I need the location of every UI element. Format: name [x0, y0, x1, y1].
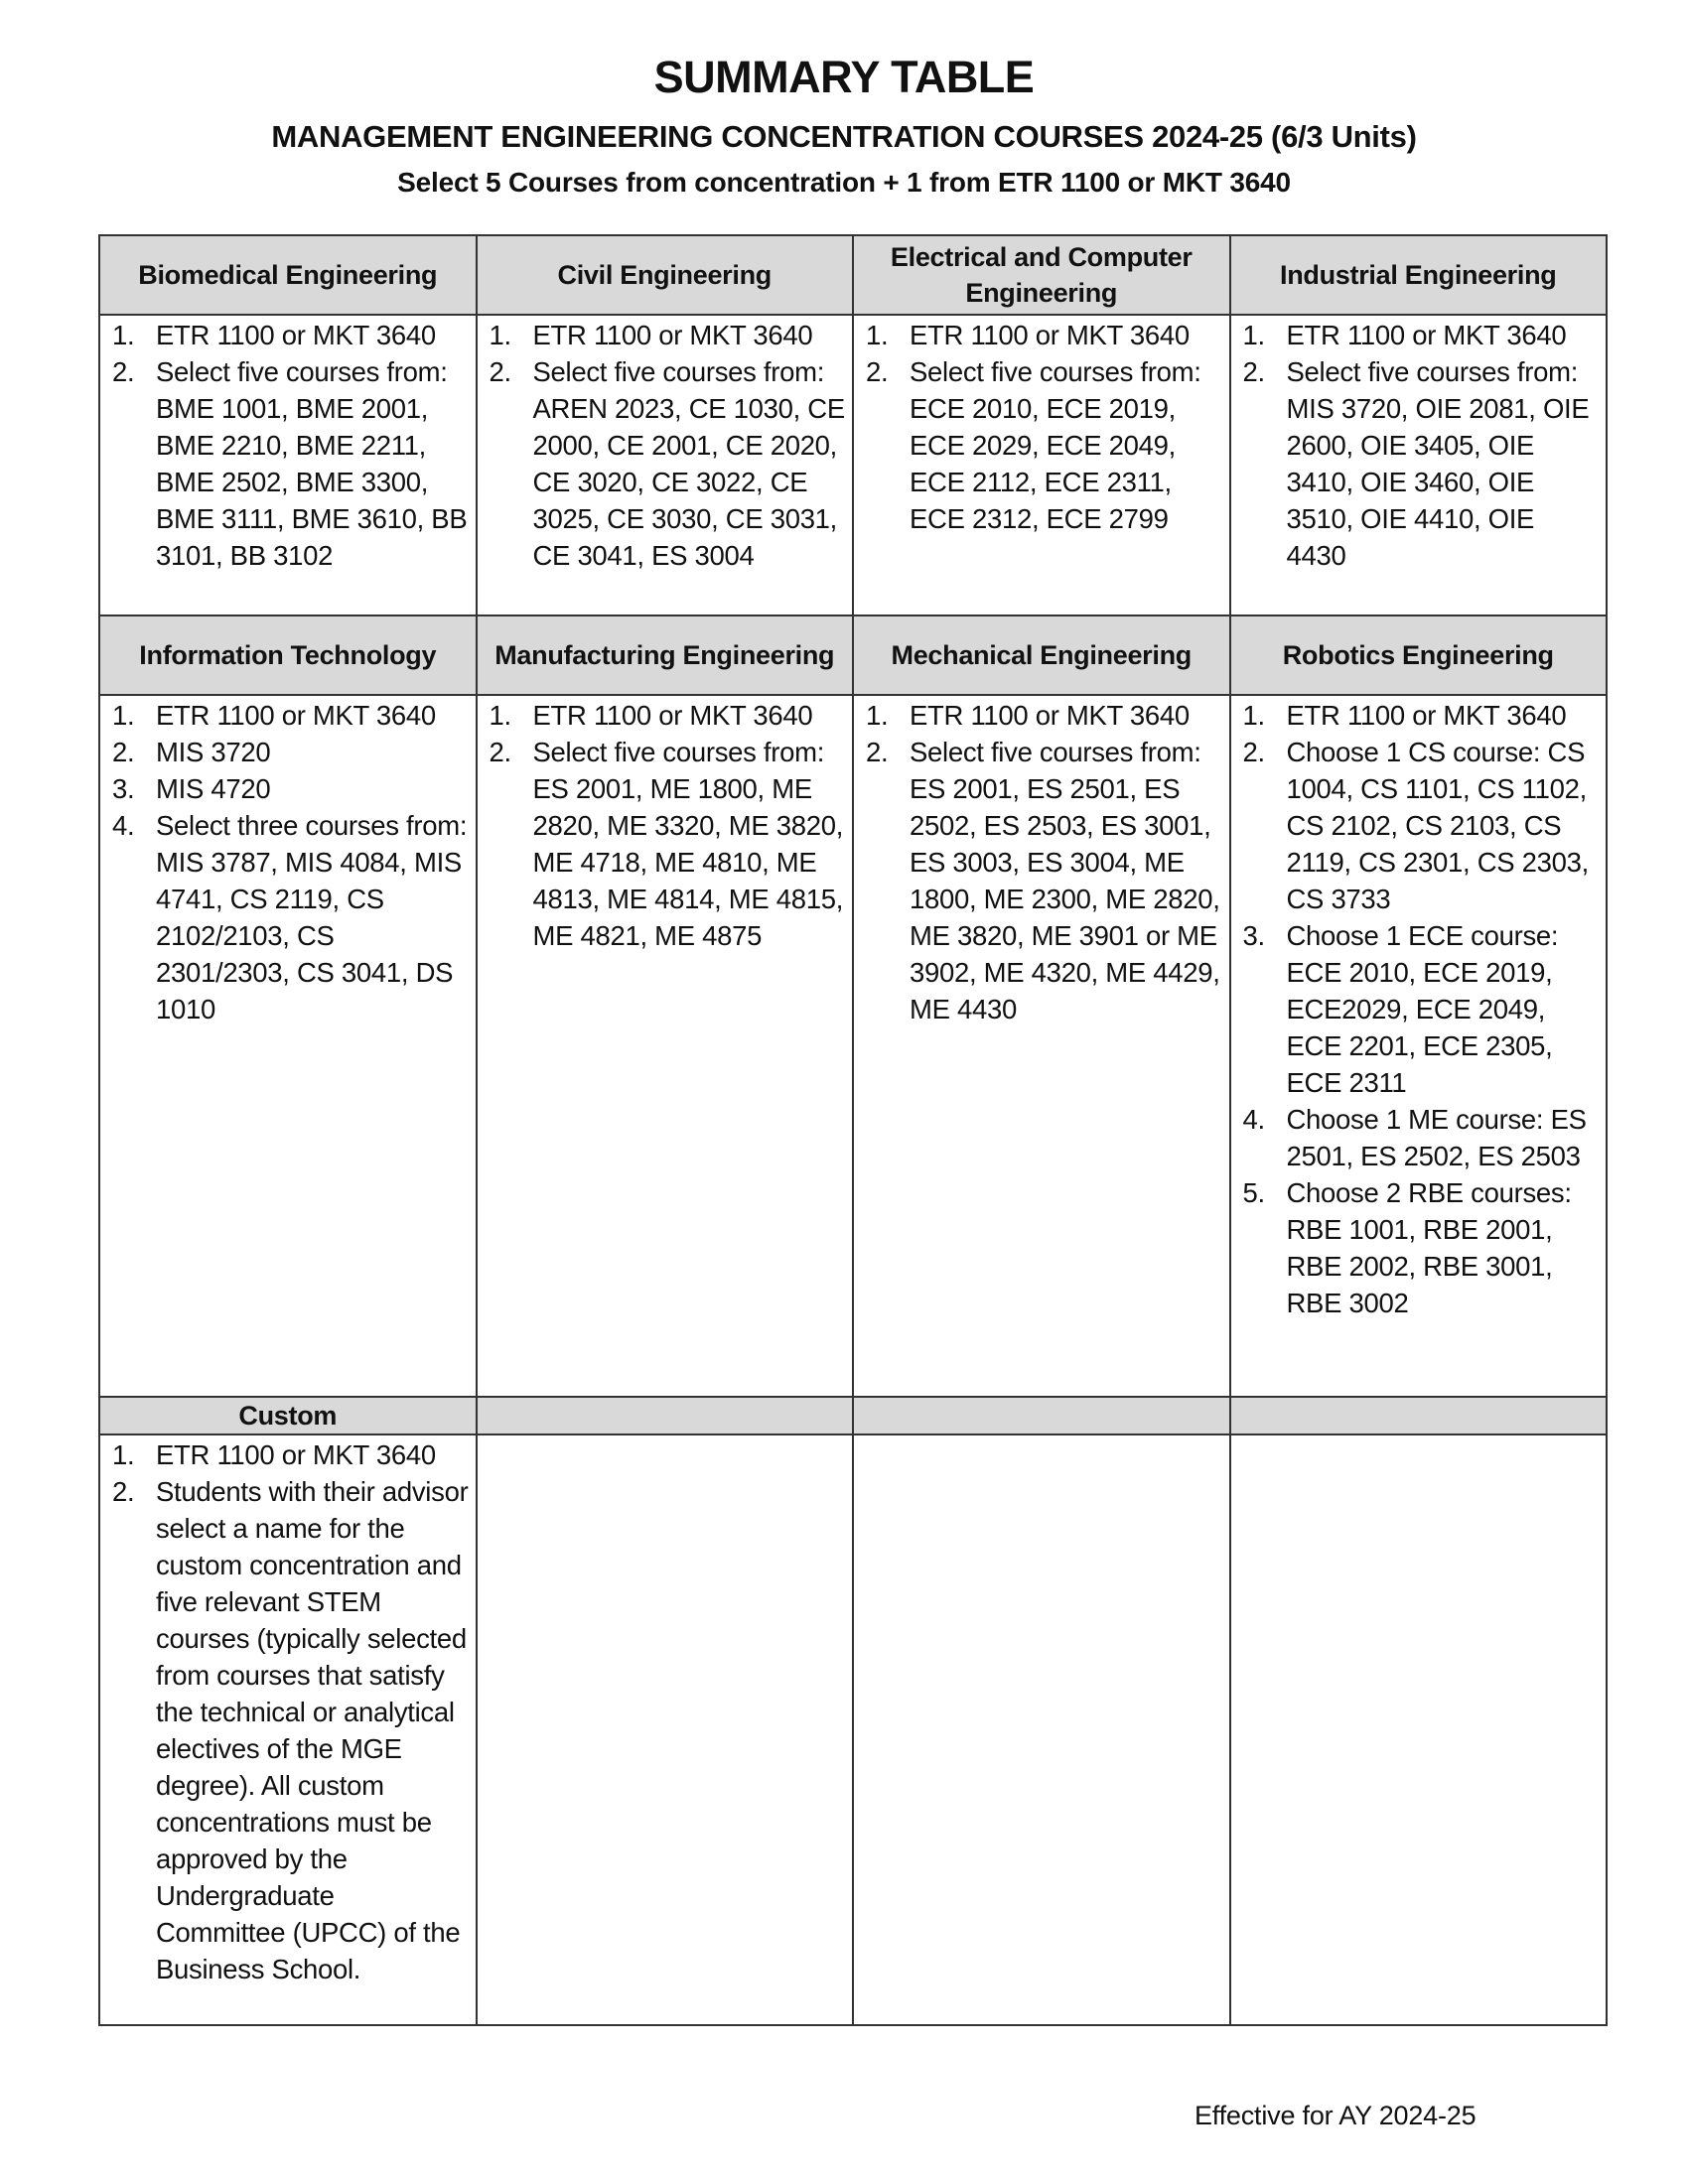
item-number: 1.: [866, 700, 889, 731]
list-item: [860, 353, 1223, 537]
column-header: Electrical and Computer Engineering: [853, 235, 1230, 315]
column-header: Information Technology: [99, 615, 477, 695]
list-item: [106, 734, 470, 770]
item-text: ETR 1100 or MKT 3640: [910, 700, 1190, 731]
empty-cell: [853, 1434, 1230, 2025]
item-number: 5.: [1242, 1177, 1265, 1208]
item-text: ETR 1100 or MKT 3640: [532, 320, 813, 350]
empty-header-cell: [477, 1397, 854, 1434]
list-item: [860, 317, 1223, 353]
item-number: 1.: [489, 700, 511, 731]
item-text: ETR 1100 or MKT 3640: [910, 320, 1190, 350]
item-number: 2.: [112, 356, 135, 387]
course-cell: [477, 315, 854, 615]
item-number: 1.: [1242, 700, 1265, 731]
page-title: SUMMARY TABLE: [653, 52, 1035, 102]
item-number: 4.: [1242, 1104, 1265, 1135]
item-number: 2.: [112, 1476, 135, 1507]
course-row: [99, 695, 1607, 1397]
list-item: [484, 353, 847, 574]
item-text: Select five courses from: ES 2001, ME 1800, ME 2820, ME 3320, ME 3820, ME 4718, ME 4810, ME 4813, ME 4814, ME 4815, ME 4821, ME 4875: [532, 737, 844, 951]
column-header: Custom: [99, 1397, 477, 1434]
header-row: [99, 615, 1607, 695]
item-text: ETR 1100 or MKT 3640: [156, 1439, 436, 1470]
item-number: 1.: [1242, 320, 1265, 350]
page-subtitle: MANAGEMENT ENGINEERING CONCENTRATION COURSES 2024-25 (6/3 Units): [271, 119, 1417, 154]
list-item: [106, 770, 470, 807]
item-text: Choose 2 RBE courses: RBE 1001, RBE 2001, RBE 2002, RBE 3001, RBE 3002: [1286, 1177, 1572, 1318]
item-text: Choose 1 ME course: ES 2501, ES 2502, ES 2503: [1286, 1104, 1587, 1171]
list-item: [860, 697, 1223, 734]
list-item: [106, 697, 470, 734]
course-row: [99, 1434, 1607, 2025]
course-cell: [853, 695, 1230, 1397]
list-item: [484, 317, 847, 353]
item-text: ETR 1100 or MKT 3640: [532, 700, 813, 731]
list-item: [106, 807, 470, 1027]
course-cell: [853, 315, 1230, 615]
item-number: 1.: [112, 700, 135, 731]
header-row: [99, 1397, 1607, 1434]
item-number: 1.: [866, 320, 889, 350]
list-item: [106, 353, 470, 574]
course-cell: [99, 315, 477, 615]
list-item: [484, 697, 847, 734]
item-number: 2.: [112, 737, 135, 767]
item-text: Select three courses from: MIS 3787, MIS 4084, MIS 4741, CS 2119, CS 2102/2103, CS 2301/2303, CS 3041, DS 1010: [156, 810, 468, 1024]
column-header: Civil Engineering: [477, 235, 854, 315]
list-item: [106, 1436, 470, 1473]
course-cell: [477, 695, 854, 1397]
empty-header-cell: [853, 1397, 1230, 1434]
item-number: 2.: [866, 356, 889, 387]
column-header: Mechanical Engineering: [853, 615, 1230, 695]
item-number: 2.: [1242, 356, 1265, 387]
empty-cell: [477, 1434, 854, 2025]
item-text: ETR 1100 or MKT 3640: [1286, 700, 1567, 731]
item-number: 3.: [112, 773, 135, 804]
item-text: ETR 1100 or MKT 3640: [156, 700, 436, 731]
item-text: ETR 1100 or MKT 3640: [156, 320, 436, 350]
item-text: MIS 4720: [156, 773, 271, 804]
item-text: MIS 3720: [156, 737, 271, 767]
column-header: Biomedical Engineering: [99, 235, 477, 315]
column-header: Manufacturing Engineering: [477, 615, 854, 695]
item-number: 4.: [112, 810, 135, 841]
list-item: [106, 317, 470, 353]
item-text: Select five courses from: ECE 2010, ECE 2019, ECE 2029, ECE 2049, ECE 2112, ECE 2311, ECE 2312, ECE 2799: [910, 356, 1201, 534]
list-item: [1237, 317, 1601, 353]
item-number: 1.: [112, 1439, 135, 1470]
empty-cell: [1230, 1434, 1608, 2025]
item-number: 1.: [489, 320, 511, 350]
list-item: [1237, 1174, 1601, 1321]
item-text: Students with their advisor select a name for the custom concentration and five relevant STEM courses (typically selected from courses that satisfy the technical or analytical electives of the MGE degree). All custom concentrations must be approved by the Undergraduate Committee (UPCC) of the Business School.: [156, 1476, 469, 1984]
item-text: Choose 1 CS course: CS 1004, CS 1101, CS 1102, CS 2102, CS 2103, CS 2119, CS 2301, CS 2303, CS 3733: [1286, 737, 1589, 914]
item-number: 3.: [1242, 920, 1265, 951]
item-number: 1.: [112, 320, 135, 350]
course-cell: [1230, 695, 1608, 1397]
list-item: [1237, 917, 1601, 1101]
item-text: Select five courses from: MIS 3720, OIE 2081, OIE 2600, OIE 3405, OIE 3410, OIE 3460, OIE 3510, OIE 4410, OIE 4430: [1286, 356, 1590, 571]
concentration-summary-table: [98, 234, 1608, 2026]
list-item: [1237, 1101, 1601, 1174]
course-cell: [99, 695, 477, 1397]
course-cell: [1230, 315, 1608, 615]
course-cell: [99, 1434, 477, 2025]
item-number: 2.: [866, 737, 889, 767]
selection-instruction: Select 5 Courses from concentration + 1 from ETR 1100 or MKT 3640: [397, 167, 1291, 198]
list-item: [106, 1473, 470, 1987]
course-row: [99, 315, 1607, 615]
column-header: Industrial Engineering: [1230, 235, 1608, 315]
column-header: Robotics Engineering: [1230, 615, 1608, 695]
item-text: ETR 1100 or MKT 3640: [1286, 320, 1567, 350]
list-item: [484, 734, 847, 954]
list-item: [1237, 734, 1601, 917]
header-row: [99, 235, 1607, 315]
item-text: Select five courses from: ES 2001, ES 2501, ES 2502, ES 2503, ES 3001, ES 3003, ES 3004, ME 1800, ME 2300, ME 2820, ME 3820, ME 3901 or ME 3902, ME 4320, ME 4429, ME 4430: [910, 737, 1220, 1024]
item-text: Select five courses from: BME 1001, BME 2001, BME 2210, BME 2211, BME 2502, BME 3300, BME 3111, BME 3610, BB 3101, BB 3102: [156, 356, 468, 571]
effective-date-note: Effective for AY 2024-25: [1195, 2101, 1477, 2130]
item-number: 2.: [1242, 737, 1265, 767]
list-item: [1237, 697, 1601, 734]
item-number: 2.: [489, 737, 511, 767]
item-text: Choose 1 ECE course: ECE 2010, ECE 2019, ECE2029, ECE 2049, ECE 2201, ECE 2305, ECE 2311: [1286, 920, 1559, 1098]
item-number: 2.: [489, 356, 511, 387]
empty-header-cell: [1230, 1397, 1608, 1434]
list-item: [1237, 353, 1601, 574]
item-text: Select five courses from: AREN 2023, CE 1030, CE 2000, CE 2001, CE 2020, CE 3020, CE 3022, CE 3025, CE 3030, CE 3031, CE 3041, ES 3004: [532, 356, 845, 571]
list-item: [860, 734, 1223, 1027]
